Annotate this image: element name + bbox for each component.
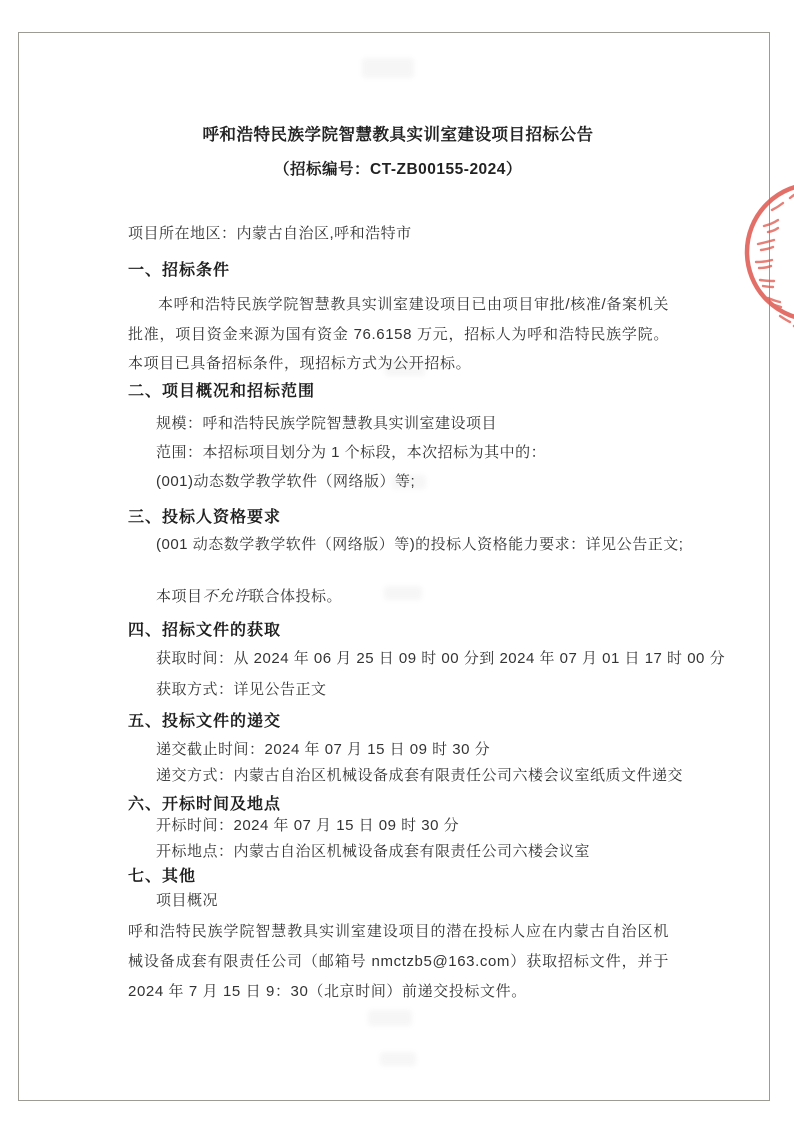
tender-number: （招标编号：CT-ZB00155-2024） xyxy=(274,161,522,178)
joint-bid-not-allowed: 不允许 xyxy=(202,588,250,605)
joint-bid-suffix: 联合体投标。 xyxy=(249,588,343,605)
open-time-line: 开标时间：2024 年 07 月 15 日 09 时 30 分 xyxy=(156,817,460,834)
section2-heading: 二、项目概况和招标范围 xyxy=(128,383,316,400)
section4-heading: 四、招标文件的获取 xyxy=(128,622,282,639)
project-overview-label: 项目概况 xyxy=(156,892,219,909)
obtain-time-line: 获取时间：从 2024 年 06 月 25 日 09 时 00 分到 2024 年 07 月 01 日 17 时 00 分 xyxy=(156,650,726,667)
section3-heading: 三、投标人资格要求 xyxy=(128,509,282,526)
official-red-seal-icon xyxy=(718,168,794,344)
scan-artifact xyxy=(362,58,414,78)
document-title: 呼和浩特民族学院智慧教具实训室建设项目招标公告 xyxy=(202,126,594,144)
scan-artifact xyxy=(368,1010,412,1026)
joint-bid-line xyxy=(156,585,342,606)
joint-bid-prefix: 本项目 xyxy=(156,588,203,605)
section1-heading: 一、招标条件 xyxy=(128,262,231,279)
section5-heading: 五、投标文件的递交 xyxy=(128,713,282,730)
submit-deadline-line: 递交截止时间：2024 年 07 月 15 日 09 时 30 分 xyxy=(156,741,491,758)
project-scope-line: 范围：本招标项目划分为 1 个标段，本次招标为其中的： xyxy=(156,444,547,461)
open-place-line: 开标地点：内蒙古自治区机械设备成套有限责任公司六楼会议室 xyxy=(156,843,591,860)
submit-method-line: 递交方式：内蒙古自治区机械设备成套有限责任公司六楼会议室纸质文件递交 xyxy=(156,767,684,784)
lot-line: (001)动态数学教学软件（网络版）等; xyxy=(156,473,416,490)
scan-artifact xyxy=(384,586,422,600)
section1-body: 本呼和浩特民族学院智慧教具实训室建设项目已由项目审批/核准/备案机关批准，项目资金来源为国有资金 76.6158 万元，招标人为呼和浩特民族学院。本项目已具备招标条件，现招标方式为公开招标。 xyxy=(128,296,669,372)
section7-heading: 七、其他 xyxy=(128,868,197,885)
section7-body: 呼和浩特民族学院智慧教具实训室建设项目的潜在投标人应在内蒙古自治区机械设备成套有限责任公司（邮箱号 nmctzb5@163.com）获取招标文件，并于 2024 年 7 月 15 日 9：30（北京时间）前递交投标文件。 xyxy=(128,923,669,1000)
project-region-line: 项目所在地区：内蒙古自治区,呼和浩特市 xyxy=(128,225,412,242)
obtain-method-line: 获取方式：详见公告正文 xyxy=(156,681,327,698)
project-scale-line: 规模：呼和浩特民族学院智慧教具实训室建设项目 xyxy=(156,415,498,432)
section6-heading: 六、开标时间及地点 xyxy=(128,796,282,813)
qualification-line: (001 动态数学教学软件（网络版）等)的投标人资格能力要求：详见公告正文; xyxy=(156,536,684,553)
scan-artifact xyxy=(380,1052,416,1066)
